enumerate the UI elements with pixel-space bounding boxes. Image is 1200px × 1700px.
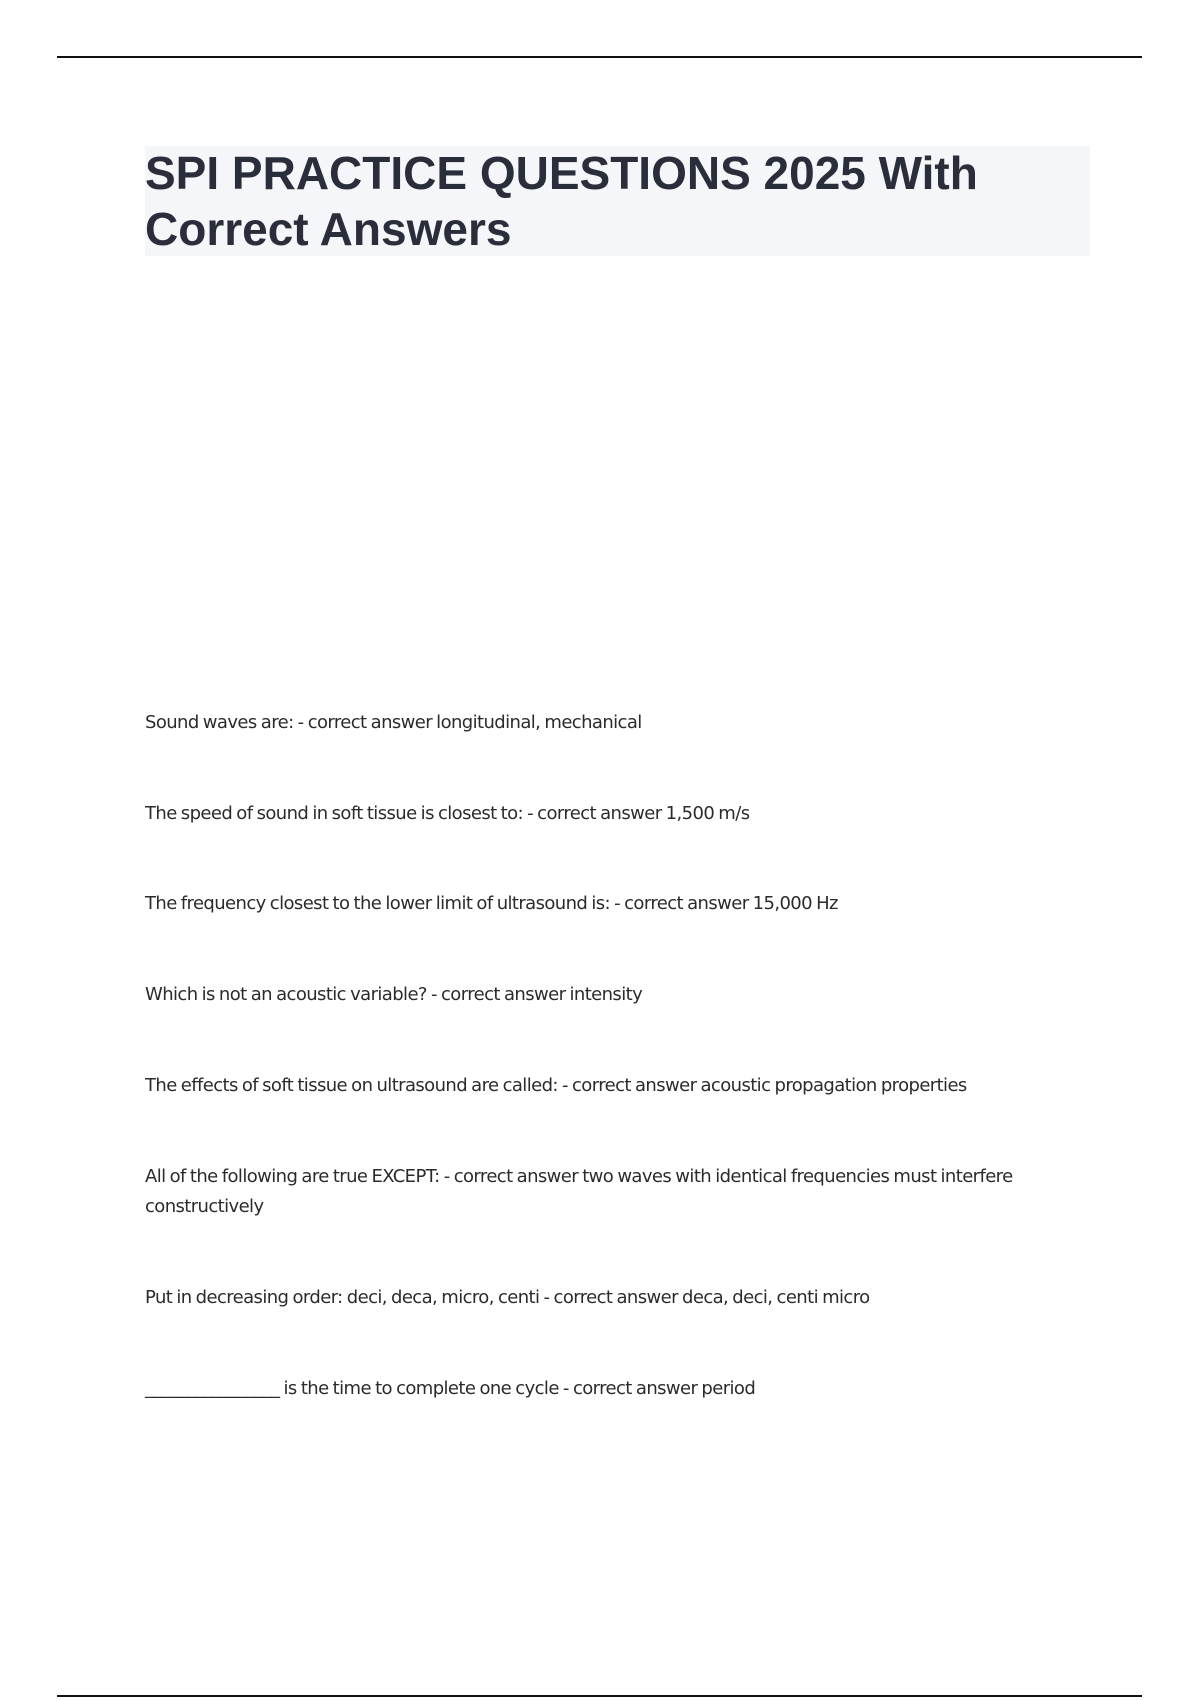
qa-item-8: ________________ is the time to complete one cycle - correct answer period [145,1378,756,1399]
qa-item-3: The frequency closest to the lower limit of ultrasound is: - correct answer 15,000 Hz [145,893,838,914]
title-banner [145,146,1090,256]
bottom-rule [57,1695,1142,1697]
qa-item-2: The speed of sound in soft tissue is closest to: - correct answer 1,500 m/s [145,803,750,824]
document-title: SPI PRACTICE QUESTIONS 2025 With Correct Answers [145,147,978,255]
qa-item-7: Put in decreasing order: deci, deca, micro, centi - correct answer deca, deci, centi micro [145,1287,870,1308]
top-rule [57,56,1142,58]
qa-item-4: Which is not an acoustic variable? - correct answer intensity [145,984,643,1005]
qa-item-1: Sound waves are: - correct answer longitudinal, mechanical [145,712,642,733]
qa-item-5: The effects of soft tissue on ultrasound are called: - correct answer acoustic propagation properties [145,1075,967,1096]
qa-item-6: All of the following are true EXCEPT: - correct answer two waves with identical frequencies must interfere constructively [145,1166,1013,1217]
